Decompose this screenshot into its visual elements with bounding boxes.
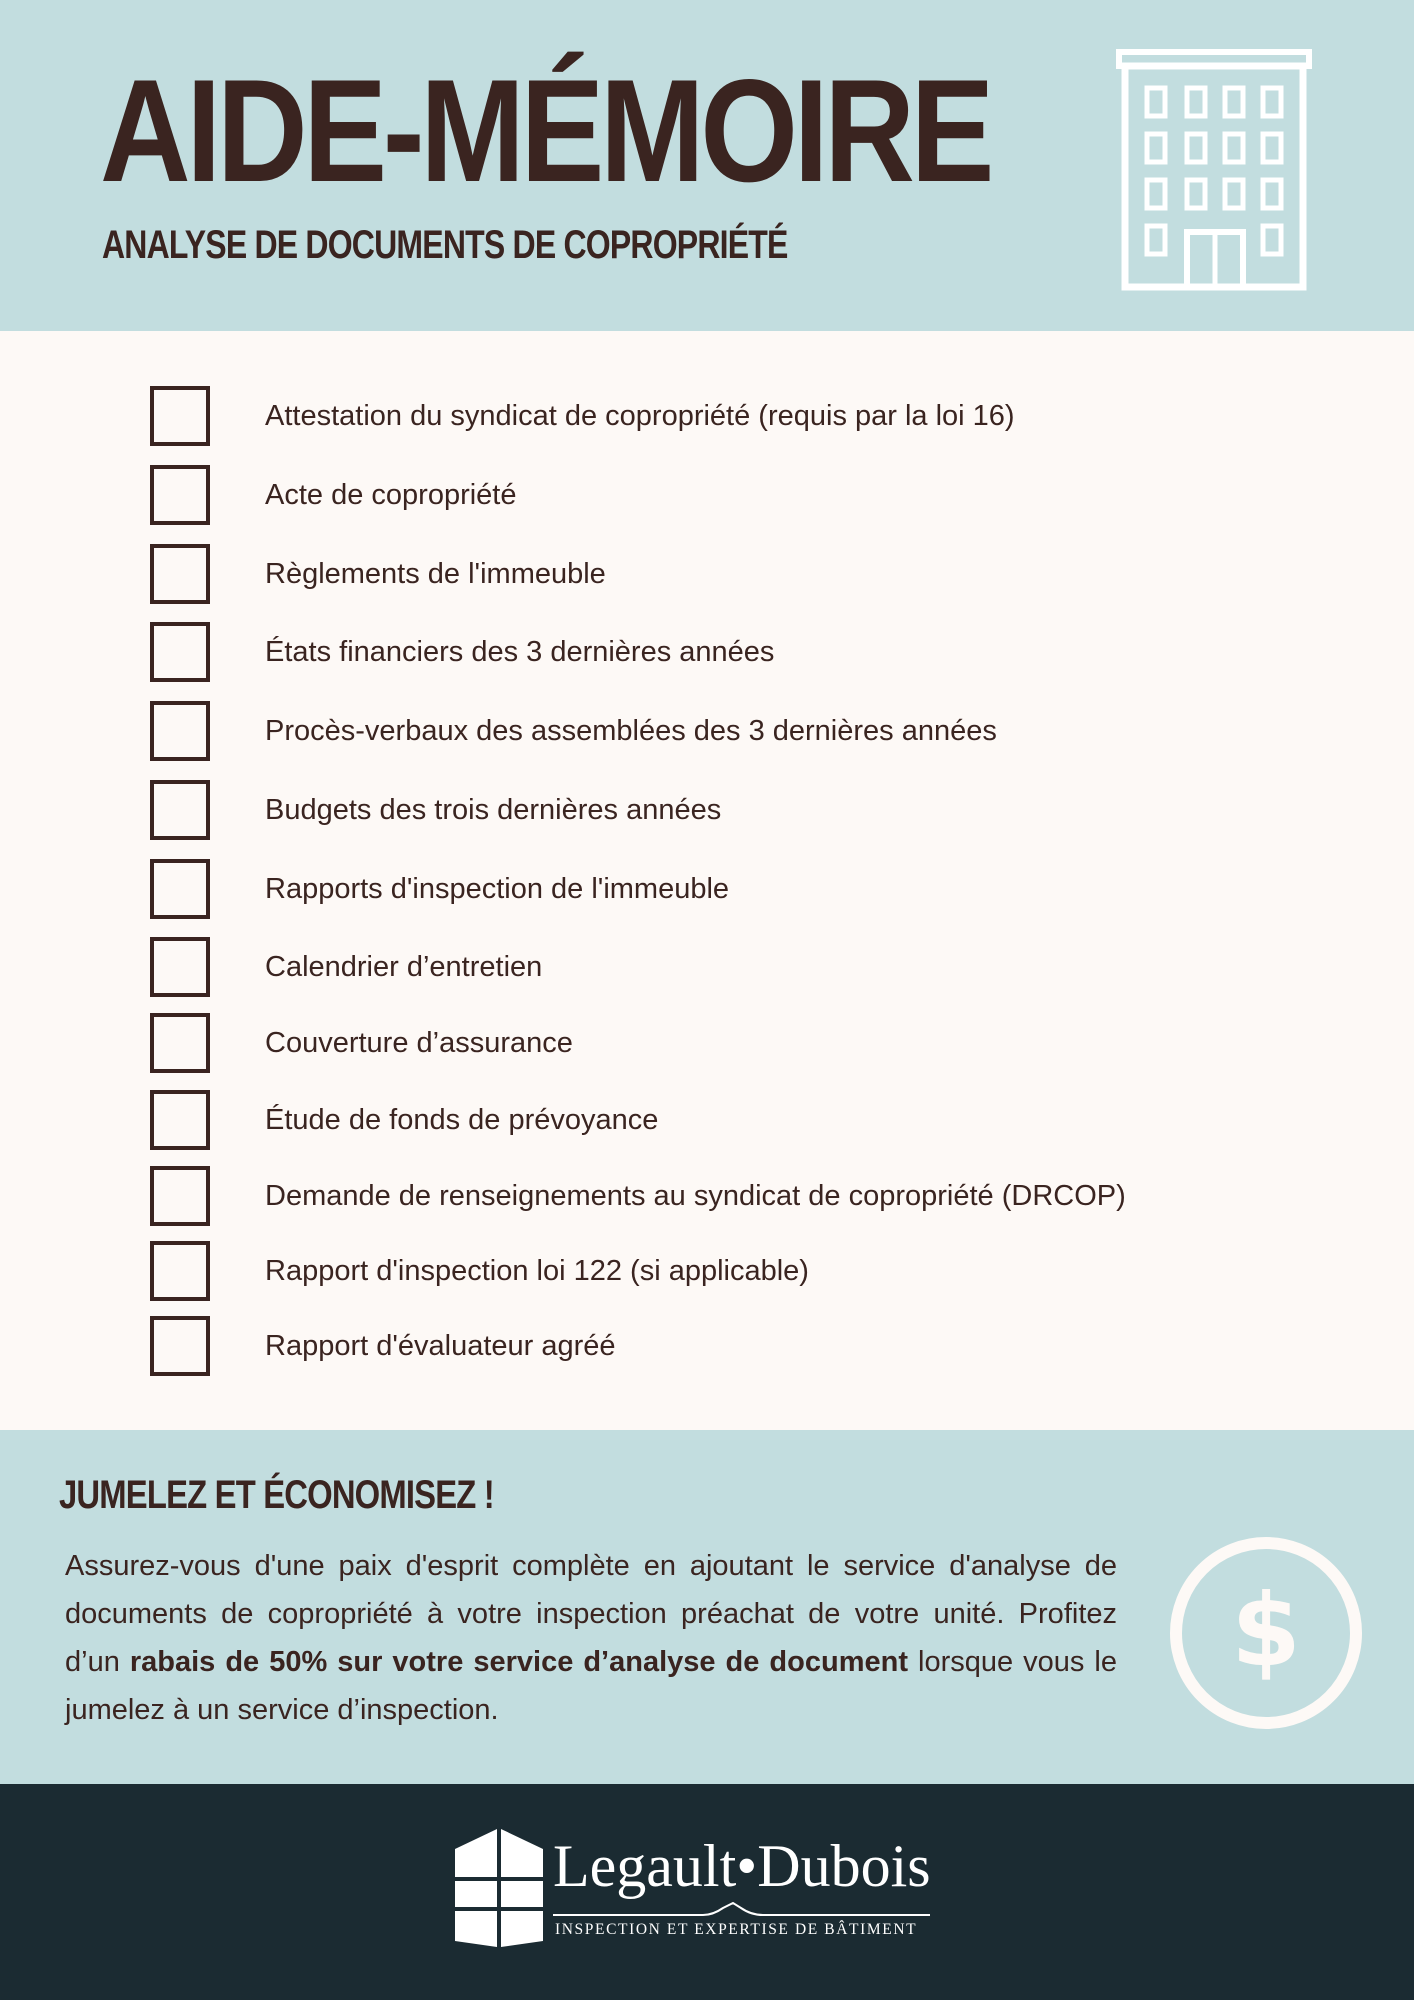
checkbox[interactable] <box>150 859 210 919</box>
page-title: AIDE-MÉMOIRE <box>100 49 991 212</box>
checklist-item-label: Rapport d'inspection loi 122 (si applicable) <box>265 1254 809 1287</box>
checklist-item-label: Acte de copropriété <box>265 478 517 511</box>
promo-title: JUMELEZ ET ÉCONOMISEZ ! <box>59 1473 494 1517</box>
checkbox[interactable] <box>150 701 210 761</box>
checkbox[interactable] <box>150 1090 210 1150</box>
checklist-item[interactable] <box>150 1166 1126 1226</box>
checklist-item-label: Attestation du syndicat de copropriété (requis par la loi 16) <box>265 399 1015 432</box>
header <box>0 0 1414 331</box>
checklist-item[interactable] <box>150 859 729 919</box>
brand-tagline: INSPECTION ET EXPERTISE DE BÂTIMENT <box>555 1921 918 1938</box>
promo-text-highlight: rabais de 50% sur votre service d’analyse de document <box>129 1646 908 1678</box>
logo-mark-icon <box>455 1829 543 1947</box>
svg-text:$: $ <box>1231 1572 1301 1689</box>
checklist-item-label: Règlements de l'immeuble <box>265 557 606 590</box>
checkbox[interactable] <box>150 1316 210 1376</box>
page-subtitle: ANALYSE DE DOCUMENTS DE COPROPRIÉTÉ <box>102 223 788 267</box>
checklist-item-label: Étude de fonds de prévoyance <box>265 1103 659 1136</box>
checklist-item[interactable] <box>150 1013 573 1073</box>
checklist-item[interactable] <box>150 937 542 997</box>
checkbox[interactable] <box>150 1241 210 1301</box>
checkbox[interactable] <box>150 622 210 682</box>
checkbox[interactable] <box>150 465 210 525</box>
checklist <box>0 331 1414 1430</box>
promo-text <box>65 1542 1117 1734</box>
checklist-item[interactable] <box>150 780 721 840</box>
checkbox[interactable] <box>150 1166 210 1226</box>
checklist-item[interactable] <box>150 465 516 525</box>
building-icon <box>1115 48 1313 291</box>
checklist-item[interactable] <box>150 701 997 761</box>
checkbox[interactable] <box>150 937 210 997</box>
dollar-circle-icon <box>1168 1535 1364 1731</box>
checklist-item-label: États financiers des 3 dernières années <box>265 635 775 668</box>
checklist-item-label: Rapports d'inspection de l'immeuble <box>265 872 730 905</box>
checklist-item[interactable] <box>150 1090 658 1150</box>
footer <box>0 1784 1414 2000</box>
checklist-item-label: Budgets des trois dernières années <box>265 793 722 826</box>
promo-text-end: lorsque vous le jumelez à un service d’inspection. <box>65 1646 1117 1726</box>
checklist-item[interactable] <box>150 544 606 604</box>
checkbox[interactable] <box>150 386 210 446</box>
checklist-item[interactable] <box>150 1241 809 1301</box>
checklist-item-label: Calendrier d’entretien <box>265 950 543 983</box>
checklist-item-label: Couverture d’assurance <box>265 1026 573 1059</box>
checklist-item[interactable] <box>150 386 1015 446</box>
checklist-item-label: Procès-verbaux des assemblées des 3 dernières années <box>265 714 997 747</box>
checklist-item[interactable] <box>150 622 774 682</box>
checkbox[interactable] <box>150 1013 210 1073</box>
swoosh-icon <box>553 1902 930 1918</box>
checklist-item-label: Demande de renseignements au syndicat de copropriété (DRCOP) <box>265 1179 1126 1212</box>
brand-name: Legault•Dubois <box>553 1833 931 1899</box>
promo-text-start: Assurez-vous d'une paix d'esprit complète en ajoutant le service d'analyse de documents de copropriété à votre inspection préachat de votre unité. Profitez d’un <box>65 1550 1117 1678</box>
checkbox[interactable] <box>150 544 210 604</box>
checklist-item-label: Rapport d'évaluateur agréé <box>265 1329 616 1362</box>
checkbox[interactable] <box>150 780 210 840</box>
checklist-item[interactable] <box>150 1316 616 1376</box>
promo-section <box>0 1430 1414 1784</box>
